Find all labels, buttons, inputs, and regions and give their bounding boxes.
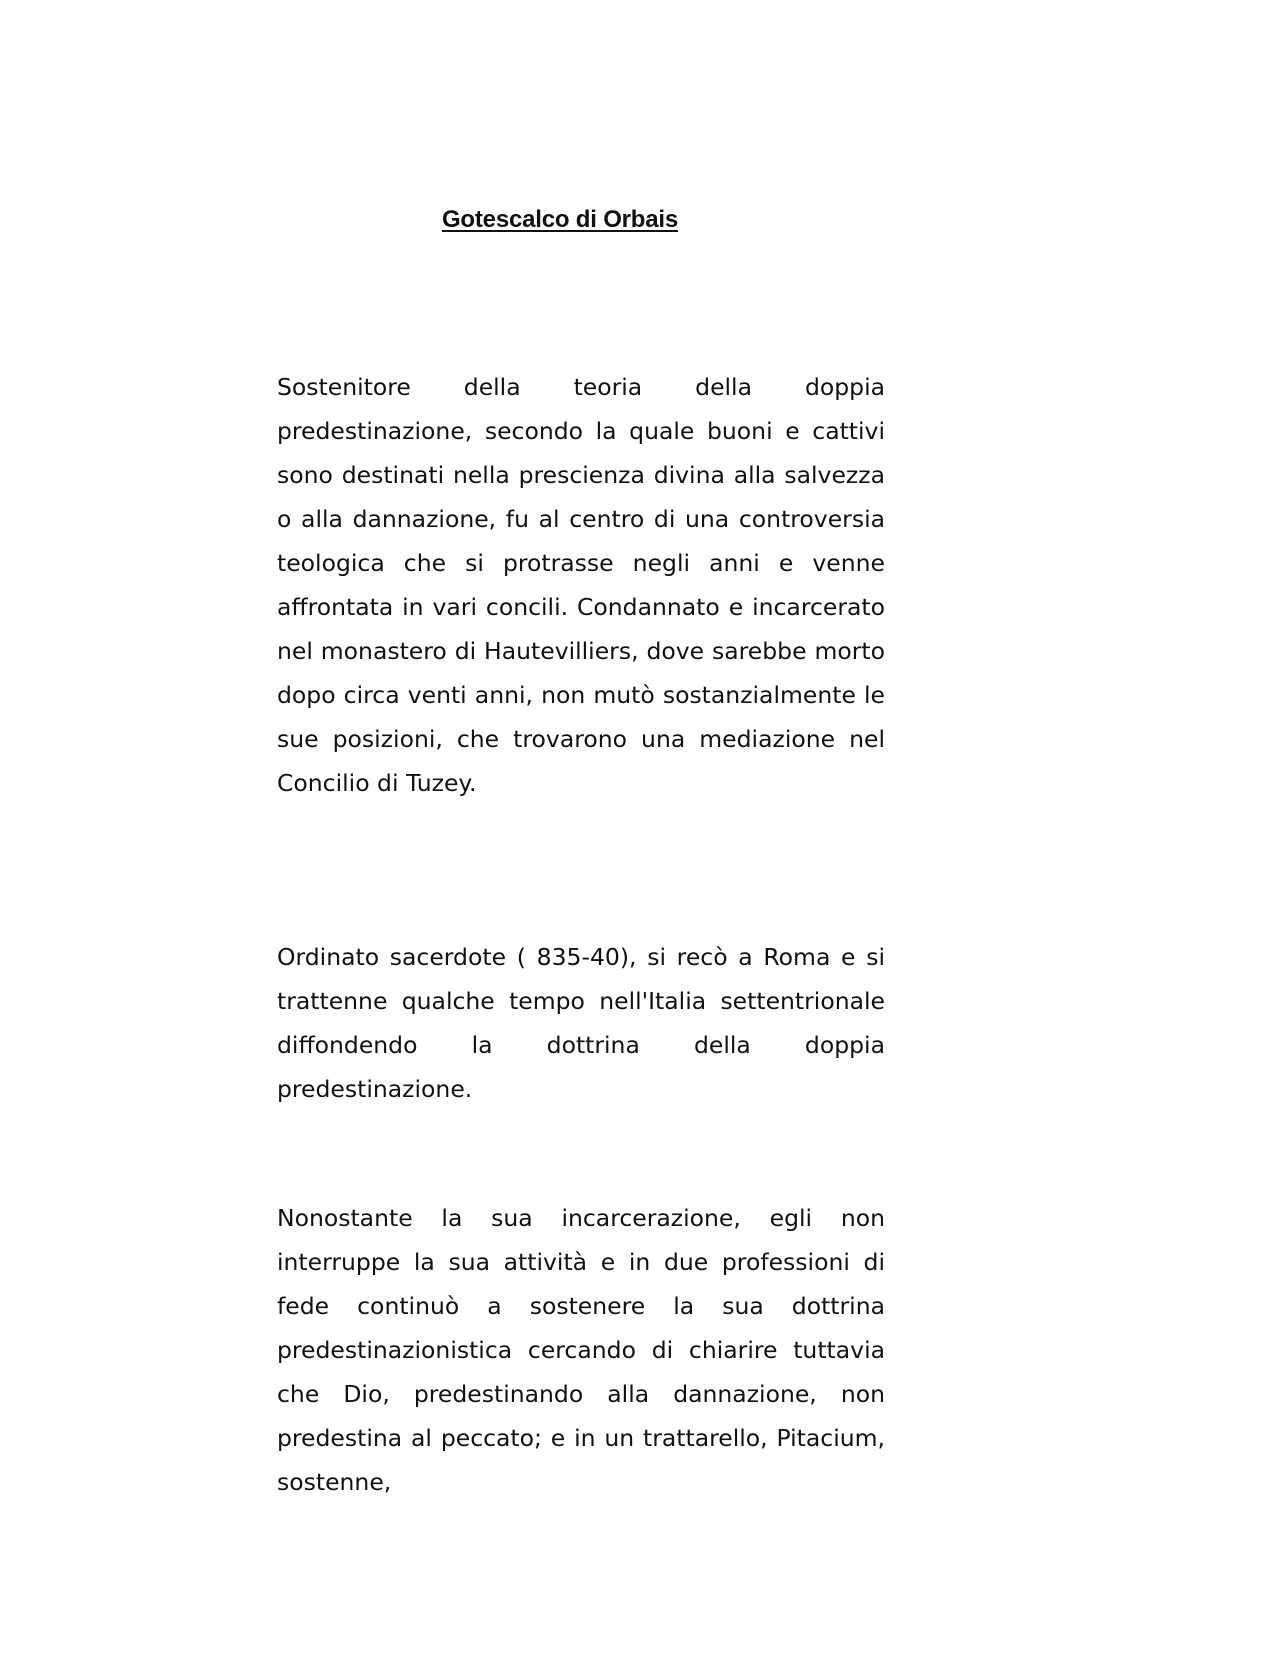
paragraph-3 bbox=[277, 1196, 885, 1504]
paragraph-3-text: Nonostante la sua incarcerazione, egli non interruppe la sua attività e in due professioni di fede continuò a sostenere la sua dottrina predestinazionistica cercando di chiarire tuttavia che Dio, predestinando alla dannazione, non predestina al peccato; e in un trattarello, Pitacium, sostenne, bbox=[277, 1204, 885, 1496]
document-title: Gotescalco di Orbais bbox=[441, 206, 679, 233]
paragraph-1: Sostenitore della teoria della doppia predestinazione, secondo la quale buoni e cattivi sono destinati nella prescienza divina alla salvezza o alla dannazione, fu al centro di una controversia teologica che si protrasse negli anni e venne affrontata in vari concili. Condannato e incarcerato nel monastero di Hautevilliers, dove sarebbe morto dopo circa venti anni, non mutò sostanzialmente le sue posizioni, che trovarono una mediazione nel Concilio di Tuzey. bbox=[277, 373, 885, 797]
paragraph-2: Ordinato sacerdote ( 835-40), si recò a Roma e si trattenne qualche tempo nell'Italia settentrionale diffondendo la dottrina della doppia predestinazione. bbox=[277, 943, 885, 1103]
